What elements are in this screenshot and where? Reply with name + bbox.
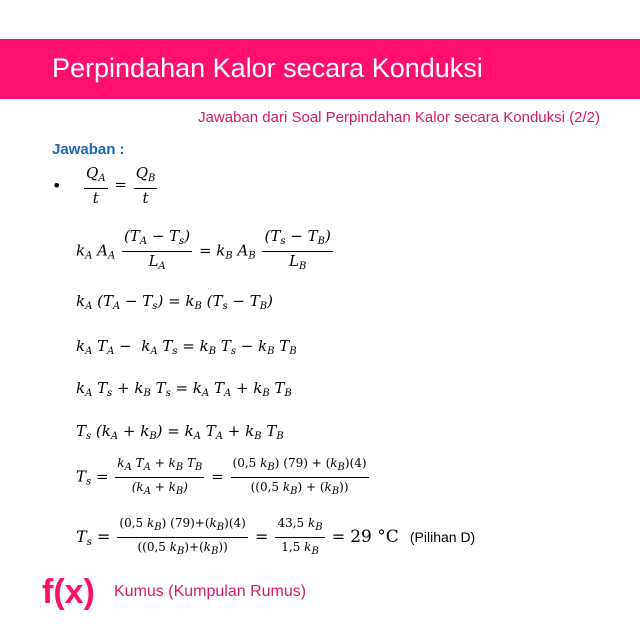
footer-text: Kumus (Kumpulan Rumus)	[114, 583, 307, 600]
equation-conduction: $k_A$ $A_A$ $\frac{(T_A - T_s)}{L_A}$ = $k_B$ $A_B$ $\frac{(T_s - T_B)}{L_B}$	[76, 227, 331, 272]
equation-step-2: $k_A$ $T_A - k_A$ $T_s = k_B$ $T_s - k_B$ $T_B$	[76, 337, 297, 357]
equation-step-5: $T_s$ = $\frac{k_A T_A + k_B T_B}{(k_A + k_B)}$ = $\frac{(0,5 k_B) (79) + (k_B)(4)}{((0,5 k_B) + (k_B))}$	[76, 456, 367, 497]
result-value: 29 °C	[350, 527, 399, 547]
bullet-point: •	[52, 176, 62, 195]
subtitle: Jawaban dari Soal Perpindahan Kalor secara Konduksi (2/2)	[198, 109, 600, 126]
result-choice: (Pilihan D)	[409, 529, 476, 545]
equation-result: $T_s$ = $\frac{(0,5 k_B) (79)+(k_B)(4)}{((0,5 k_B)+(k_B))}$ = $\frac{43,5 k_B}{1,5 k_B}$ = 29 °C (Pilihan D)	[76, 516, 476, 557]
header-banner	[0, 39, 640, 99]
answer-label: Jawaban :	[52, 141, 125, 158]
equation-step-3: $k_A$ $T_s + k_B$ $T_s = k_A$ $T_A + k_B$ $T_B$	[76, 379, 292, 399]
equation-step-1: $k_A$ $(T_A - T_s) = k_B$ $(T_s - T_B)$	[76, 292, 273, 312]
equation-step-4: $T_s$ $(k_A + k_B) = k_A$ $T_A + k_B$ $T_B$	[76, 422, 284, 442]
equation-heat-rate: $\frac{Q_A}{t}$ = $\frac{Q_B}{t}$	[86, 164, 156, 207]
page-title: Perpindahan Kalor secara Konduksi	[52, 53, 483, 83]
fx-logo-icon: f(x)	[42, 573, 95, 611]
